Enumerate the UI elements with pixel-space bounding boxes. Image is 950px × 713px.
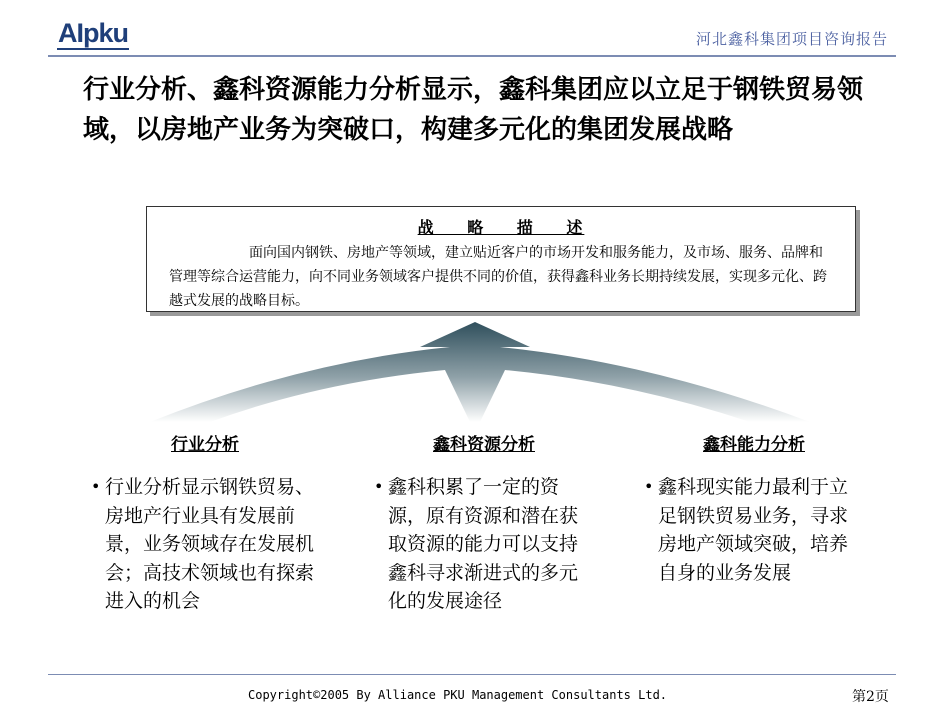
page-number: 第2页: [852, 689, 889, 705]
header-divider: [48, 55, 896, 57]
resource-analysis-text: [374, 473, 583, 616]
logo-underline: [57, 48, 129, 50]
resource-analysis-body: 鑫科积累了一定的资源，原有资源和潜在获取资源的能力可以支持鑫科寻求渐进式的多元化的发展途径: [388, 476, 579, 612]
copyright-text: Copyright©2005 By Alliance PKU Management Consultants Ltd.: [248, 688, 668, 702]
arrow-shape: [150, 322, 810, 422]
slide-headline: 行业分析、鑫科资源能力分析显示，鑫科集团应以立足于钢铁贸易领域，以房地产业务为突破口，构建多元化的集团发展战略: [83, 75, 864, 145]
industry-analysis-heading: 行业分析: [171, 435, 239, 455]
industry-analysis-body: 行业分析显示钢铁贸易、房地产行业具有发展前景，业务领域存在发展机会；高技术领域也有探索进入的机会: [105, 476, 315, 612]
alliance-pku-logo: AIpku: [58, 18, 129, 48]
upward-arrow-graphic: [150, 322, 810, 422]
strategy-description-box: [146, 206, 856, 312]
strategy-text: 面向国内钢铁、房地产等领域，建立贴近客户的市场开发和服务能力，及市场、服务、品牌和管理等综合运营能力，向不同业务领域客户提供不同的价值，获得鑫科业务长期持续发展，实现多元化、跨越式发展的战略目标。: [169, 245, 827, 309]
capability-analysis-heading: 鑫科能力分析: [703, 435, 805, 455]
footer-divider: [48, 674, 896, 675]
report-title: 河北鑫科集团项目咨询报告: [695, 30, 888, 48]
capability-analysis-text: [644, 473, 853, 587]
capability-analysis-body: 鑫科现实能力最利于立足钢铁贸易业务，寻求房地产领域突破，培养自身的业务发展: [658, 476, 849, 584]
industry-analysis-text: [91, 473, 323, 616]
bullet-icon: •: [91, 477, 101, 496]
bullet-icon: •: [644, 477, 654, 496]
resource-analysis-heading: 鑫科资源分析: [433, 435, 535, 455]
bullet-icon: •: [374, 477, 384, 496]
strategy-title: 战 略 描 述: [417, 218, 585, 237]
